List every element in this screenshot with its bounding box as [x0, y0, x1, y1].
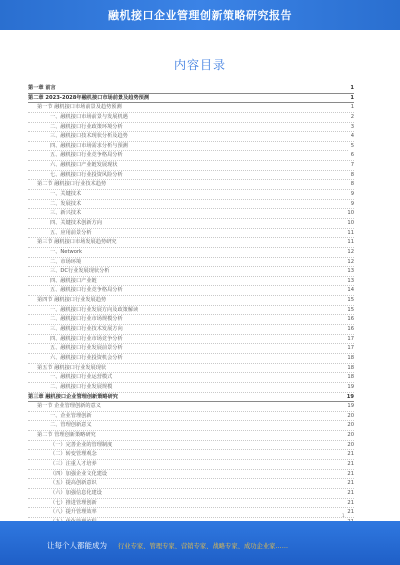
toc-entry[interactable]	[28, 113, 354, 123]
toc-entry-page: 11	[347, 239, 354, 246]
toc-entry-title: 二、发展技术	[50, 200, 82, 207]
toc-entry-title: 四、融机接口产业链	[50, 277, 97, 284]
toc-entry[interactable]	[28, 103, 354, 113]
toc-entry[interactable]	[28, 470, 354, 480]
toc-entry-page: 1	[350, 94, 354, 101]
toc-entry[interactable]	[28, 132, 354, 142]
toc-entry-title: （六）加强信息化建设	[50, 489, 102, 496]
toc-entry-page: 20	[347, 441, 354, 448]
toc-entry[interactable]	[28, 325, 354, 335]
footer-banner	[0, 521, 400, 565]
toc-entry[interactable]	[28, 489, 354, 499]
toc-entry[interactable]	[28, 190, 354, 200]
toc-entry-title: 第四节 融机接口行业发展趋势	[37, 297, 107, 304]
toc-entry-title: 三、融机接口行业技术发展方向	[50, 326, 123, 333]
toc-entry-title: 一、融机接口市场前景与发展机遇	[50, 113, 128, 120]
toc-entry-page: 19	[346, 393, 354, 400]
toc-entry-title: 三、融机接口技术现状分析及趋势	[50, 133, 128, 140]
toc-entry-title: 四、融机接口市场需求分析与预测	[50, 142, 128, 149]
toc-entry[interactable]	[28, 84, 354, 94]
toc-entry[interactable]	[28, 383, 354, 393]
toc-entry[interactable]	[28, 431, 354, 441]
toc-entry-page: 14	[347, 287, 354, 294]
toc-entry-page: 4	[350, 133, 354, 140]
toc-entry-title: 四、融机接口行业市场竞争分析	[50, 335, 123, 342]
toc-entry[interactable]	[28, 441, 354, 451]
header-bar	[0, 0, 400, 30]
toc-entry[interactable]	[28, 161, 354, 171]
toc-entry-title: 二、融机接口行业政策环境分析	[50, 123, 123, 130]
toc-entry-page: 12	[347, 258, 354, 265]
toc-entry-page: 20	[347, 432, 354, 439]
toc-entry-page: 13	[347, 268, 354, 275]
toc-entry-title: （四）加强企业文化建设	[50, 470, 108, 477]
toc-entry-title: 六、融机接口产业链发展现状	[50, 162, 118, 169]
toc-entry-title: 一、Network	[50, 248, 83, 255]
toc-entry-page: 15	[347, 306, 354, 313]
toc-entry-page: 8	[350, 171, 354, 178]
toc-entry[interactable]	[28, 94, 354, 104]
toc-entry-page: 21	[347, 470, 354, 477]
toc-entry-title: 第一节 企业管理创新的意义	[37, 403, 101, 410]
toc-entry-title: 第二节 管理创新策略研究	[37, 432, 96, 439]
toc-entry-page: 18	[347, 374, 354, 381]
toc-entry-page: 10	[347, 219, 354, 226]
toc-entry-page: 16	[347, 316, 354, 323]
toc-entry-page: 17	[347, 335, 354, 342]
toc-entry-title: （八）提升管理效率	[50, 509, 97, 516]
toc-entry-page: 19	[347, 383, 354, 390]
toc-entry-title: 五、融机接口行业发展前景分析	[50, 345, 123, 352]
toc-entry-page: 5	[350, 142, 354, 149]
toc-entry-page: 11	[347, 229, 354, 236]
toc-entry-page: 2	[350, 113, 354, 120]
toc-entry[interactable]	[28, 508, 354, 518]
toc-entry-title: 三、新兴技术	[50, 210, 82, 217]
toc-entry-title: 一、关键技术	[50, 191, 82, 198]
toc-entry-title: 五、融机接口行业竞争格局分析	[50, 152, 123, 159]
toc-entry-page: 17	[347, 345, 354, 352]
toc-entry[interactable]	[28, 479, 354, 489]
footer-tagline: 行业专家、管理专家、营销专家、战略专家、成功企业家……	[118, 543, 289, 550]
toc-entry-title: 第二节 融机接口行业技术趋势	[37, 181, 107, 188]
table-of-contents	[28, 84, 354, 514]
toc-entry[interactable]	[28, 499, 354, 509]
toc-entry-title: （一）完善企业的管理制度	[50, 441, 113, 448]
toc-entry-title: 六、融机接口行业投资机会分析	[50, 354, 123, 361]
toc-entry[interactable]	[28, 393, 354, 403]
toc-entry-title: 第三章 融机接口企业管理创新策略研究	[28, 393, 118, 400]
toc-entry-page: 21	[347, 499, 354, 506]
toc-heading: 内容目录	[173, 58, 226, 72]
toc-entry[interactable]	[28, 296, 354, 306]
toc-entry[interactable]	[28, 180, 354, 190]
toc-entry-page: 6	[350, 152, 354, 159]
toc-entry-title: 七、融机接口行业投资风险分析	[50, 171, 123, 178]
toc-entry-title: 二、融机接口行业市场规模分析	[50, 316, 123, 323]
toc-entry[interactable]	[28, 123, 354, 133]
toc-entry[interactable]	[28, 450, 354, 460]
toc-entry[interactable]	[28, 267, 354, 277]
toc-entry-title: 二、管理创新意义	[50, 422, 92, 429]
toc-entry-page: 16	[347, 326, 354, 333]
toc-entry-page: 7	[350, 162, 354, 169]
toc-entry-title: （七）推进管理创新	[50, 499, 97, 506]
toc-entry-page: 21	[347, 489, 354, 496]
toc-entry[interactable]	[28, 412, 354, 422]
toc-entry-title: 第二章 2023-2028年融机接口市场前景及趋势预测	[28, 94, 150, 101]
toc-entry-page: 20	[347, 422, 354, 429]
toc-entry-title: 一、融机接口行业发展方向及政策解读	[50, 306, 139, 313]
toc-entry-title: 第三节 融机接口市场发展趋势研究	[37, 239, 117, 246]
toc-entry-title: （二）转变管理观念	[50, 451, 97, 458]
toc-entry-page: 19	[347, 403, 354, 410]
toc-entry[interactable]	[28, 200, 354, 210]
toc-entry-title: 五、应用前景分析	[50, 229, 92, 236]
footer-slogan: 让每个人都能成为	[47, 541, 107, 550]
toc-entry-page: 15	[347, 297, 354, 304]
toc-entry[interactable]	[28, 402, 354, 412]
toc-entry-title: 第五节 融机接口行业发展现状	[37, 364, 107, 371]
toc-entry[interactable]	[28, 171, 354, 181]
toc-entry-page: 13	[347, 277, 354, 284]
toc-entry-page: 1	[350, 85, 354, 91]
toc-entry-page: 3	[350, 123, 354, 130]
toc-entry-title: 第一章 前言	[28, 85, 56, 91]
toc-entry[interactable]	[28, 209, 354, 219]
toc-entry-title: （三）注重人才培养	[50, 460, 97, 467]
toc-entry-title: 第一节 融机接口市场前景及趋势预测	[37, 104, 122, 111]
toc-entry-page: 12	[347, 248, 354, 255]
toc-entry-page: 21	[347, 460, 354, 467]
toc-entry-page: 21	[347, 480, 354, 487]
toc-entry-page: 20	[347, 412, 354, 419]
toc-entry[interactable]	[28, 373, 354, 383]
toc-entry[interactable]	[28, 354, 354, 364]
document-title: 融机接口企业管理创新策略研究报告	[108, 9, 292, 22]
toc-entry[interactable]	[28, 258, 354, 268]
toc-entry-title: 二、融机接口行业发展规模	[50, 383, 113, 390]
toc-entry-title: 四、关键技术创新方向	[50, 219, 102, 226]
toc-entry[interactable]	[28, 142, 354, 152]
toc-entry-title: 三、DC行业发展现状分析	[50, 268, 110, 275]
toc-entry[interactable]	[28, 364, 354, 374]
toc-entry[interactable]	[28, 286, 354, 296]
toc-entry-page: 18	[347, 354, 354, 361]
toc-entry[interactable]	[28, 277, 354, 287]
toc-entry-page: 9	[350, 200, 354, 207]
toc-entry[interactable]	[28, 248, 354, 258]
toc-entry-title: 五、融机接口行业竞争格局分析	[50, 287, 123, 294]
toc-entry-page: 10	[347, 210, 354, 217]
toc-entry[interactable]	[28, 344, 354, 354]
toc-entry-title: 二、市场环境	[50, 258, 82, 265]
toc-entry[interactable]	[28, 306, 354, 316]
toc-entry[interactable]	[28, 421, 354, 431]
toc-entry[interactable]	[28, 315, 354, 325]
toc-entry-page: 9	[350, 191, 354, 198]
toc-entry-title: 一、融机接口行业运营模式	[50, 374, 113, 381]
toc-entry-page: 21	[347, 509, 354, 516]
toc-entry-page: 18	[347, 364, 354, 371]
toc-entry[interactable]	[28, 219, 354, 229]
page-number: 1	[342, 513, 345, 518]
toc-entry-title: （五）提高创新意识	[50, 480, 97, 487]
toc-entry-page: 21	[347, 451, 354, 458]
toc-entry-page: 8	[350, 181, 354, 188]
toc-entry-page: 1	[350, 104, 354, 111]
toc-entry[interactable]	[28, 238, 354, 248]
toc-entry[interactable]	[28, 335, 354, 345]
toc-entry[interactable]	[28, 151, 354, 161]
toc-entry-title: 一、企业管理创新	[50, 412, 92, 419]
toc-entry[interactable]	[28, 229, 354, 239]
toc-entry[interactable]	[28, 460, 354, 470]
